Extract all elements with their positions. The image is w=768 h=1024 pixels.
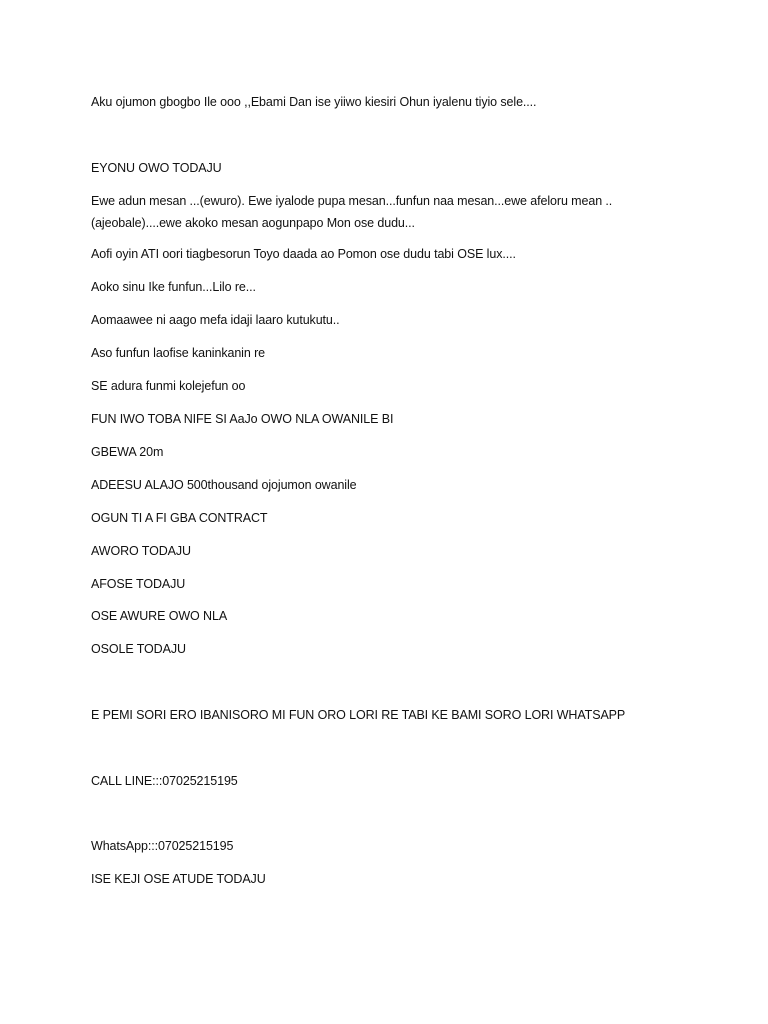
service-line: OSOLE TODAJU	[91, 642, 186, 656]
call-line: CALL LINE:::07025215195	[91, 774, 238, 788]
service-line: OGUN TI A FI GBA CONTRACT	[91, 511, 268, 525]
recipe-paragraph: SE adura funmi kolejefun oo	[91, 379, 246, 393]
service-line: GBEWA 20m	[91, 445, 164, 459]
recipe-paragraph: Aso funfun laofise kaninkanin re	[91, 346, 265, 360]
service-line: ADEESU ALAJO 500thousand ojojumon owanile	[91, 478, 357, 492]
service-line: AFOSE TODAJU	[91, 577, 186, 591]
recipe-paragraph: Aoko sinu Ike funfun...Lilo re...	[91, 280, 256, 294]
recipe-paragraph: Aofi oyin ATI oori tiagbesorun Toyo daada ao Pomon ose dudu tabi OSE lux....	[91, 247, 516, 261]
service-line: AWORO TODAJU	[91, 544, 191, 558]
recipe-paragraph: Ewe adun mesan ...(ewuro). Ewe iyalode pupa mesan...funfun naa mesan...ewe afeloru mean .. (ajeobale)....ewe akoko mesan aogunpapo Mon ose dudu...	[91, 194, 613, 230]
whatsapp-line: WhatsApp:::07025215195	[91, 839, 234, 853]
section-heading: EYONU OWO TODAJU	[91, 161, 222, 175]
intro-text: Aku ojumon gbogbo Ile ooo ,,Ebami Dan ise yiiwo kiesiri Ohun iyalenu tiyio sele....	[91, 95, 537, 109]
contact-note: E PEMI SORI ERO IBANISORO MI FUN ORO LORI RE TABI KE BAMI SORO LORI WHATSAPP	[91, 708, 626, 722]
recipe-paragraph: Aomaawee ni aago mefa idaji laaro kutukutu..	[91, 313, 340, 327]
service-line: FUN IWO TOBA NIFE SI AaJo OWO NLA OWANILE BI	[91, 412, 394, 426]
closing-line: ISE KEJI OSE ATUDE TODAJU	[91, 872, 266, 886]
service-line: OSE AWURE OWO NLA	[91, 609, 228, 623]
